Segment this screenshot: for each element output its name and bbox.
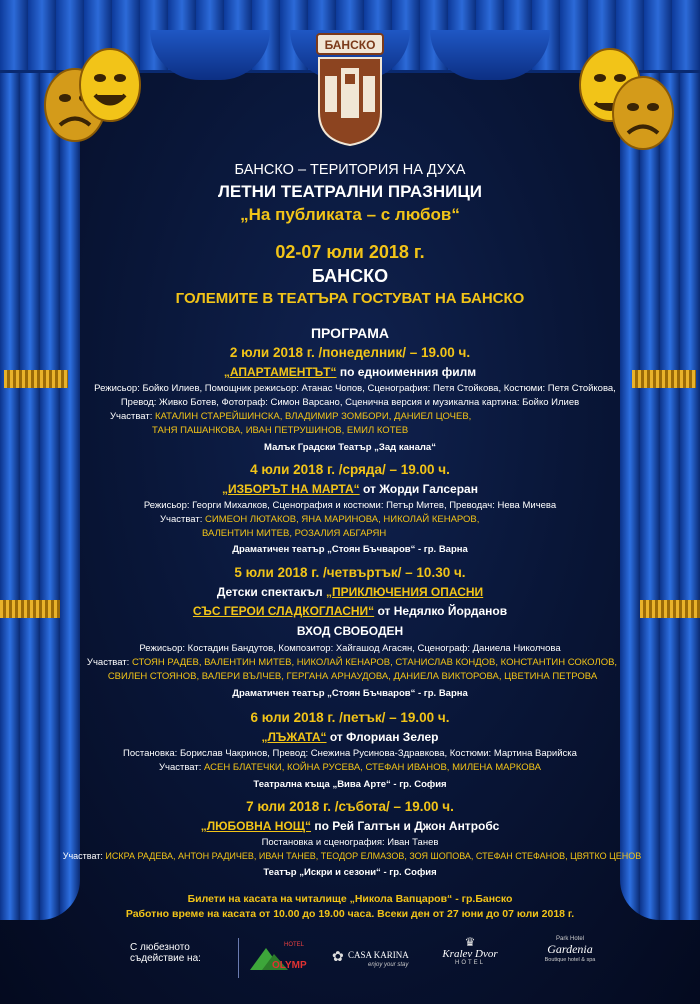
event-title-line [80, 585, 620, 599]
sponsor-casa-karina: ✿ CASA KARINA enjoy your stay [332, 948, 409, 968]
curtain-fringe [632, 370, 696, 388]
event-cast-cont: ВАЛЕНТИН МИТЕВ, РОЗАЛИЯ АБГАРЯН [202, 528, 387, 539]
theater-masks-icon [30, 40, 150, 150]
sponsor-kralev-dvor: ♛ Kralev Dvor HOTEL [435, 936, 505, 980]
event-crew: Постановка и сценография: Иван Танев [261, 837, 439, 848]
event-cast: Участват: СТОЯН РАДЕВ, ВАЛЕНТИН МИТЕВ, НИКОЛАЙ КЕНАРОВ, СТАНИСЛАВ КОНДОВ, КОНСТАНТИН СОКОЛОВ, [86, 657, 618, 668]
event-theater: Театър „Искри и сезони“ - гр. София [263, 867, 437, 878]
event-author: по Рей Галтън и Джон Антробс [311, 819, 500, 833]
bansko-coat-of-arms-logo [315, 32, 385, 147]
header-line1: БАНСКО – ТЕРИТОРИЯ НА ДУХА [234, 162, 466, 178]
event-theater: Драматичен театър „Стоян Бъчваров“ - гр. Варна [232, 688, 468, 699]
event-title: „ЛЮБОВНА НОЩ“ [200, 819, 312, 833]
event-crew: Режисьор: Георги Михалков, Сценография и костюми: Петър Митев, Преводач: Нева Мичева [143, 500, 557, 511]
event-title-line [80, 482, 620, 496]
right-curtain [620, 40, 700, 920]
divider [238, 938, 239, 978]
logo-text: БАНСКО [324, 38, 376, 52]
support-label: С любезното съдействие на: [130, 942, 201, 964]
curtain-fringe [0, 600, 60, 618]
event-title: „АПАРТАМЕНТЪТ“ [223, 365, 337, 379]
event-crew: Режисьор: Костадин Бандутов, Композитор: Хайгашод Агасян, Сценограф: Даниела Николчова [139, 643, 561, 654]
event-cast-cont: ТАНЯ ПАШАНКОВА, ИВАН ПЕТРУШИНОВ, ЕМИЛ КОТЕВ [152, 425, 409, 436]
flower-icon: ✿ [332, 948, 344, 964]
event-date: 6 юли 2018 г. /петък/ – 19.00 ч. [250, 710, 450, 725]
free-entry-label: ВХОД СВОБОДЕН [296, 624, 404, 638]
sponsor-gardenia: Park Hotel Gardenia Boutique hotel & spa [544, 936, 596, 963]
event-title: „ПРИКЛЮЧЕНИЯ ОПАСНИ [326, 585, 484, 599]
sponsor-hotel-olymp: HOTEL OLYMP [248, 940, 318, 976]
event-cast: Участват: КАТАЛИН СТАРЕЙШИНСКА, ВЛАДИМИР ЗОМБОРИ, ДАНИЕЛ ЦОЧЕВ, [110, 411, 472, 422]
event-date: 2 юли 2018 г. /понеделник/ – 19.00 ч. [229, 345, 471, 360]
box-office-hours: Работно време на касата от 10.00 до 19.00 часа. Всеки ден от 27 юни до 07 юли 2018 г. [125, 908, 575, 920]
event-theater: Драматичен театър „Стоян Бъчваров“ - гр. Варна [232, 544, 468, 555]
event-cast: Участват: СИМЕОН ЛЮТАКОВ, ЯНА МАРИНОВА, НИКОЛАЙ КЕНАРОВ, [160, 514, 480, 525]
event-date: 5 юли 2018 г. /четвъртък/ – 10.30 ч. [234, 565, 466, 580]
event-cast: Участват: АСЕН БЛАТЕЧКИ, КОЙНА РУСЕВА, СТЕФАН ИВАНОВ, МИЛЕНА МАРКОВА [159, 762, 541, 773]
ticket-info: Билети на касата на читалище „Никола Вапцаров“ - гр.Банско [187, 893, 513, 905]
event-author: от Недялко Йорданов [374, 604, 508, 618]
event-crew: Превод: Живко Ботев, Фотограф: Симон Варсано, Сценична версия и музикална картина: Бойко Илиев [120, 397, 580, 408]
event-theater: Театрална къща „Вива Арте“ - гр. София [253, 779, 447, 790]
event-title-line [80, 365, 620, 379]
event-theater: Малък Градски Театър „Зад канала“ [264, 442, 436, 453]
event-title: „ИЗБОРЪТ НА МАРТА“ [222, 482, 360, 496]
event-crew: Режисьор: Бойко Илиев, Помощник режисьор: Атанас Чопов, Сценография: Петя Стойкова, Костюми: Петя Стойкова, [94, 383, 616, 394]
event-title: „ЛЪЖАТА“ [261, 730, 327, 744]
event-title-cont: СЪС ГЕРОИ СЛАДКОГЛАСНИ“ [192, 604, 375, 618]
event-title-line [80, 730, 620, 744]
event-cast: Участват: ИСКРА РАДЕВА, АНТОН РАДИЧЕВ, ИВАН ТАНЕВ, ТЕОДОР ЕЛМАЗОВ, ЗОЯ ШОПОВА, СТЕФАН СТЕФАНОВ, ЦВЯТКО ЦЕНОВ [62, 851, 642, 861]
event-author: от Флориан Зелер [326, 730, 439, 744]
festival-motto: „На публиката – с любов“ [240, 205, 460, 224]
curtain-fringe [640, 600, 700, 618]
festival-town: БАНСКО [311, 266, 389, 286]
crown-icon: ♛ [464, 935, 476, 949]
event-cast-cont: СВИЛЕН СТОЯНОВ, ВАЛЕРИ ВЪЛЧЕВ, ГЕРГАНА АРНАУДОВА, ДАНИЕЛА ВИКТОРОВА, ЦВЕТИНА ПЕТРОВА [107, 671, 598, 682]
left-curtain [0, 40, 80, 920]
event-author: от Жорди Галсеран [359, 482, 478, 496]
program-heading: ПРОГРАМА [310, 325, 390, 341]
event-title-line [80, 604, 620, 618]
event-date: 7 юли 2018 г. /събота/ – 19.00 ч. [246, 799, 454, 814]
event-prefix: Детски спектакъл [216, 585, 326, 599]
curtain-fringe [4, 370, 68, 388]
event-title-line [80, 819, 620, 833]
theater-masks-icon [565, 35, 685, 155]
event-author: по едноименния филм [336, 365, 477, 379]
event-date: 4 юли 2018 г. /сряда/ – 19.00 ч. [250, 462, 450, 477]
event-crew: Постановка: Борислав Чакринов, Превод: Снежина Русинова-Здравкова, Костюми: Мартина Варийска [123, 748, 577, 759]
festival-title: ЛЕТНИ ТЕАТРАЛНИ ПРАЗНИЦИ [217, 182, 482, 201]
festival-dates: 02-07 юли 2018 г. [275, 242, 425, 262]
festival-tagline: ГОЛЕМИТЕ В ТЕАТЪРА ГОСТУВАТ НА БАНСКО [175, 290, 525, 307]
